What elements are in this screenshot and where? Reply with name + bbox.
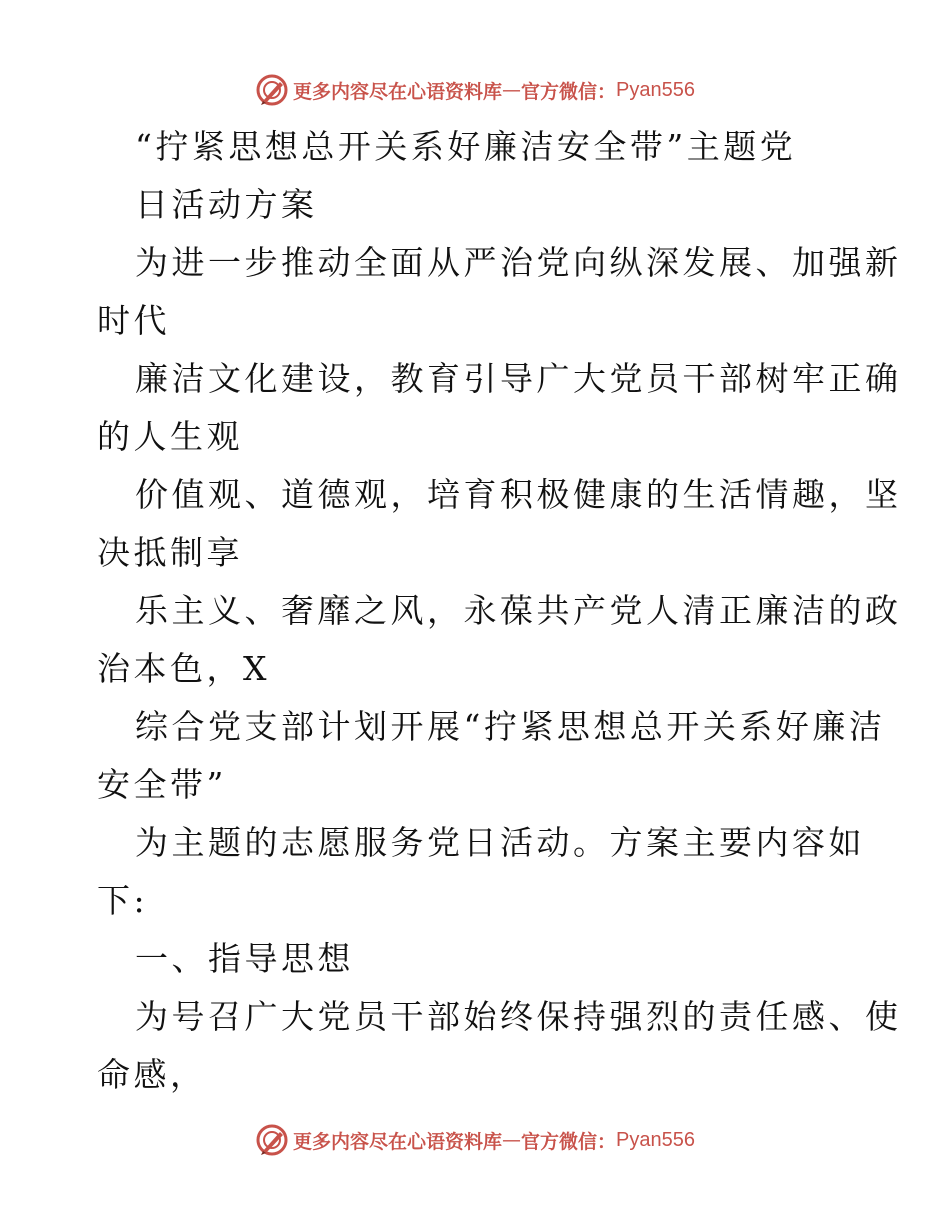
paragraph-line: 乐主义、奢靡之风，永葆共产党人清正廉洁的政	[135, 591, 902, 630]
paragraph-line: 决抵制享	[97, 533, 243, 572]
banner-dash: —	[502, 79, 522, 101]
paragraph-line: 为号召广大党员干部始终保持强烈的责任感、使	[135, 997, 902, 1036]
paragraph-line: 综合党支部计划开展“拧紧思想总开关系好廉洁	[135, 707, 886, 746]
paragraph-line: 时代	[97, 301, 170, 340]
doc-title-line-2: 日活动方案	[135, 185, 318, 224]
banner-text: 更多内容尽在心语资料库	[293, 80, 503, 103]
paragraph-line: 下:	[97, 881, 149, 920]
paragraph-line: 价值观、道德观，培育积极健康的生活情趣，坚	[135, 475, 902, 514]
footer-watermark	[0, 1120, 950, 1160]
pen-logo-icon	[255, 73, 289, 107]
banner-wechat-id: Pyan556	[616, 78, 695, 101]
banner-text: 更多内容尽在心语资料库	[293, 1130, 503, 1153]
paragraph-line: 安全带”	[97, 765, 227, 804]
paragraph-line: 为主题的志愿服务党日活动。方案主要内容如	[135, 823, 865, 862]
banner-wechat-label: 官方微信：	[521, 80, 617, 103]
doc-title-line-1: “拧紧思想总开关系好廉洁安全带”主题党	[135, 127, 797, 166]
banner-wechat-label: 官方微信：	[521, 1130, 617, 1153]
paragraph-line: 为进一步推动全面从严治党向纵深发展、加强新	[135, 243, 902, 282]
paragraph-line: 命感，	[97, 1055, 207, 1094]
paragraph-line: 治本色，X	[97, 649, 270, 688]
paragraph-line: 的人生观	[97, 417, 243, 456]
section-heading: 一、指导思想	[135, 939, 354, 978]
banner-dash: —	[502, 1129, 522, 1151]
paragraph-line: 廉洁文化建设，教育引导广大党员干部树牢正确	[135, 359, 902, 398]
banner-wechat-id: Pyan556	[616, 1128, 695, 1151]
header-watermark	[0, 70, 950, 110]
pen-logo-icon	[255, 1123, 289, 1157]
document-body	[97, 118, 902, 1104]
